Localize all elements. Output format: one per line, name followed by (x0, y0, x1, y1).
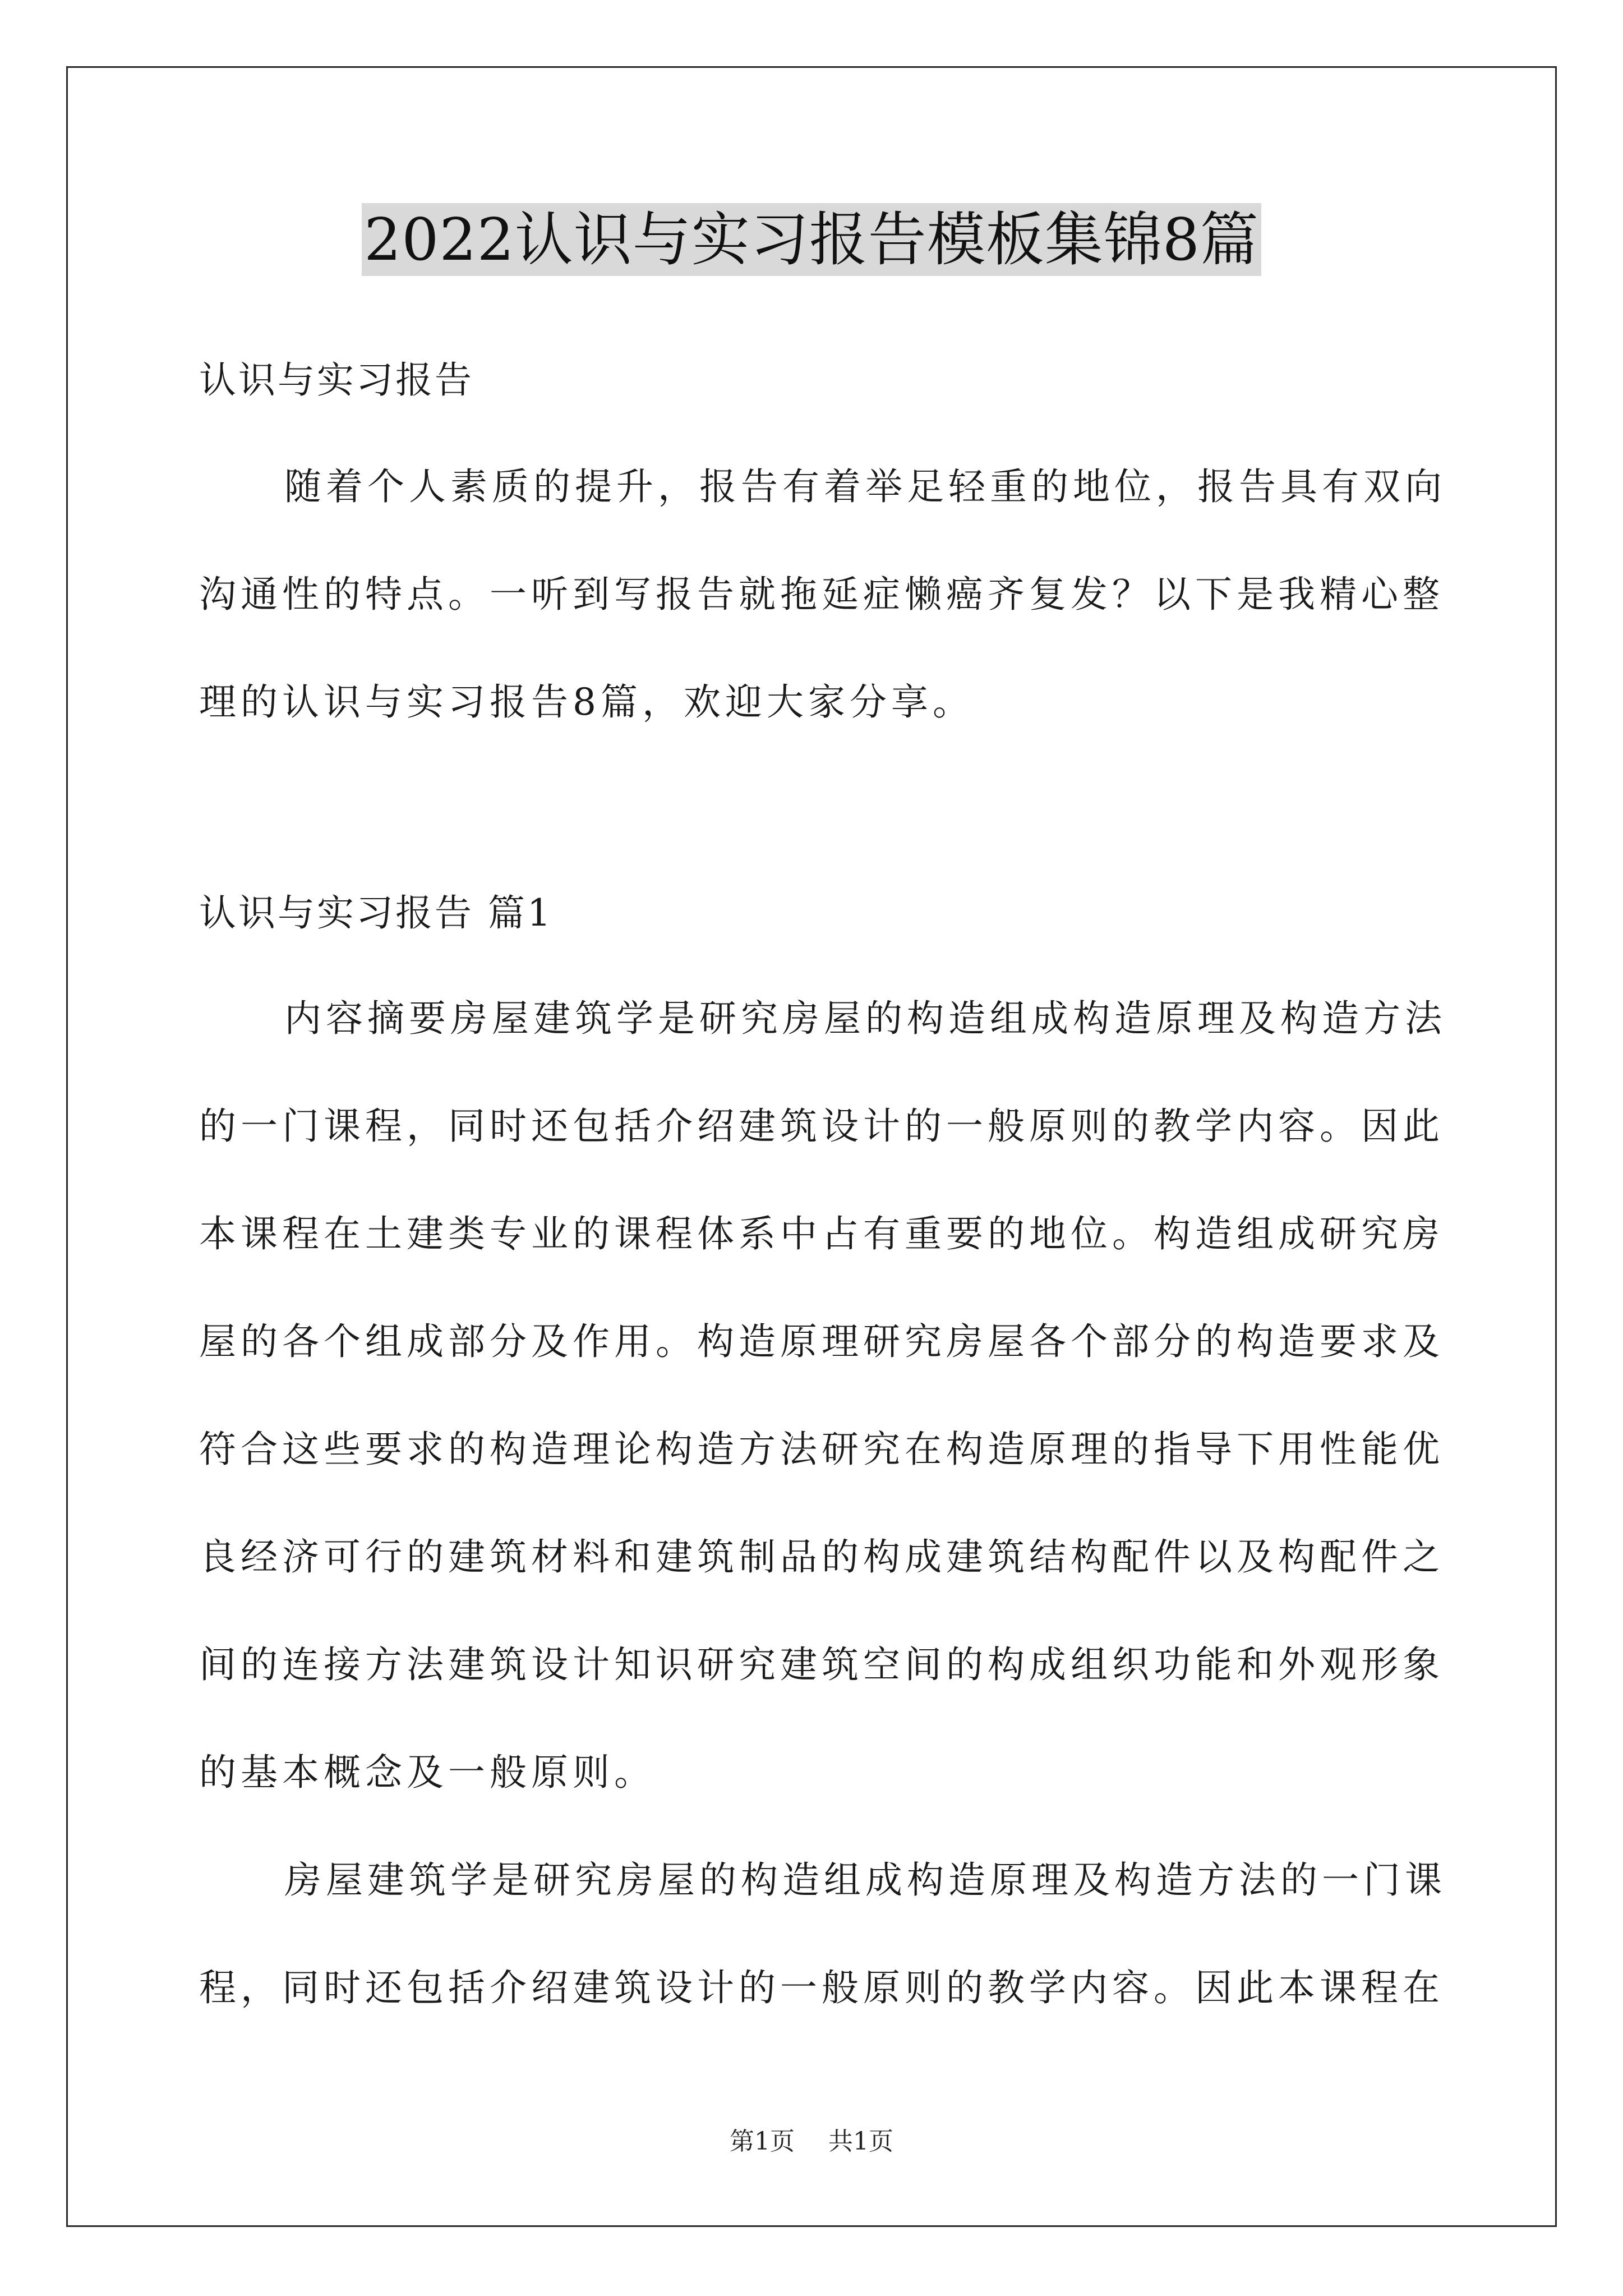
intro-line-1: 随着个人素质的提升，报告有着举足轻重的地位，报告具有双向 (284, 465, 1446, 508)
section-1-para-1-line-7: 间的连接方法建筑设计知识研究建筑空间的构成组织功能和外观形象 (199, 1643, 1444, 1686)
section-1-para-1-line-6: 良经济可行的建筑材料和建筑制品的构成建筑结构配件以及构配件之 (199, 1535, 1444, 1579)
section-1-para-2-line-2: 程，同时还包括介绍建筑设计的一般原则的教学内容。因此本课程在 (199, 1966, 1444, 2009)
section-1-para-1-line-5: 符合这些要求的构造理论构造方法研究在构造原理的指导下用性能优 (199, 1428, 1444, 1471)
document-title: 2022认识与实习报告模板集锦8篇 (362, 203, 1261, 276)
section-1-para-1-line-2: 的一门课程，同时还包括介绍建筑设计的一般原则的教学内容。因此 (199, 1105, 1444, 1148)
page-number-total: 共1页 (828, 2127, 893, 2156)
intro-label: 认识与实习报告 (199, 358, 474, 402)
section-1-para-1-line-3: 本课程在土建类专业的课程体系中占有重要的地位。构造组成研究房 (199, 1212, 1444, 1255)
section-1-para-1-line-4: 屋的各个组成部分及作用。构造原理研究房屋各个部分的构造要求及 (199, 1320, 1444, 1363)
section-1-label: 认识与实习报告 篇1 (199, 891, 553, 935)
title-block (0, 203, 1623, 276)
intro-line-2: 沟通性的特点。一听到写报告就拖延症懒癌齐复发？以下是我精心整 (199, 573, 1444, 616)
section-1-para-2-line-1: 房屋建筑学是研究房屋的构造组成构造原理及构造方法的一门课 (284, 1858, 1446, 1902)
intro-line-3: 理的认识与实习报告8篇，欢迎大家分享。 (199, 680, 974, 724)
page-number-current: 第1页 (730, 2127, 795, 2156)
page-footer (0, 2126, 1623, 2157)
section-1-para-1-line-8: 的基本概念及一般原则。 (199, 1751, 656, 1794)
section-1-para-1-line-1: 内容摘要房屋建筑学是研究房屋的构造组成构造原理及构造方法 (284, 997, 1446, 1040)
